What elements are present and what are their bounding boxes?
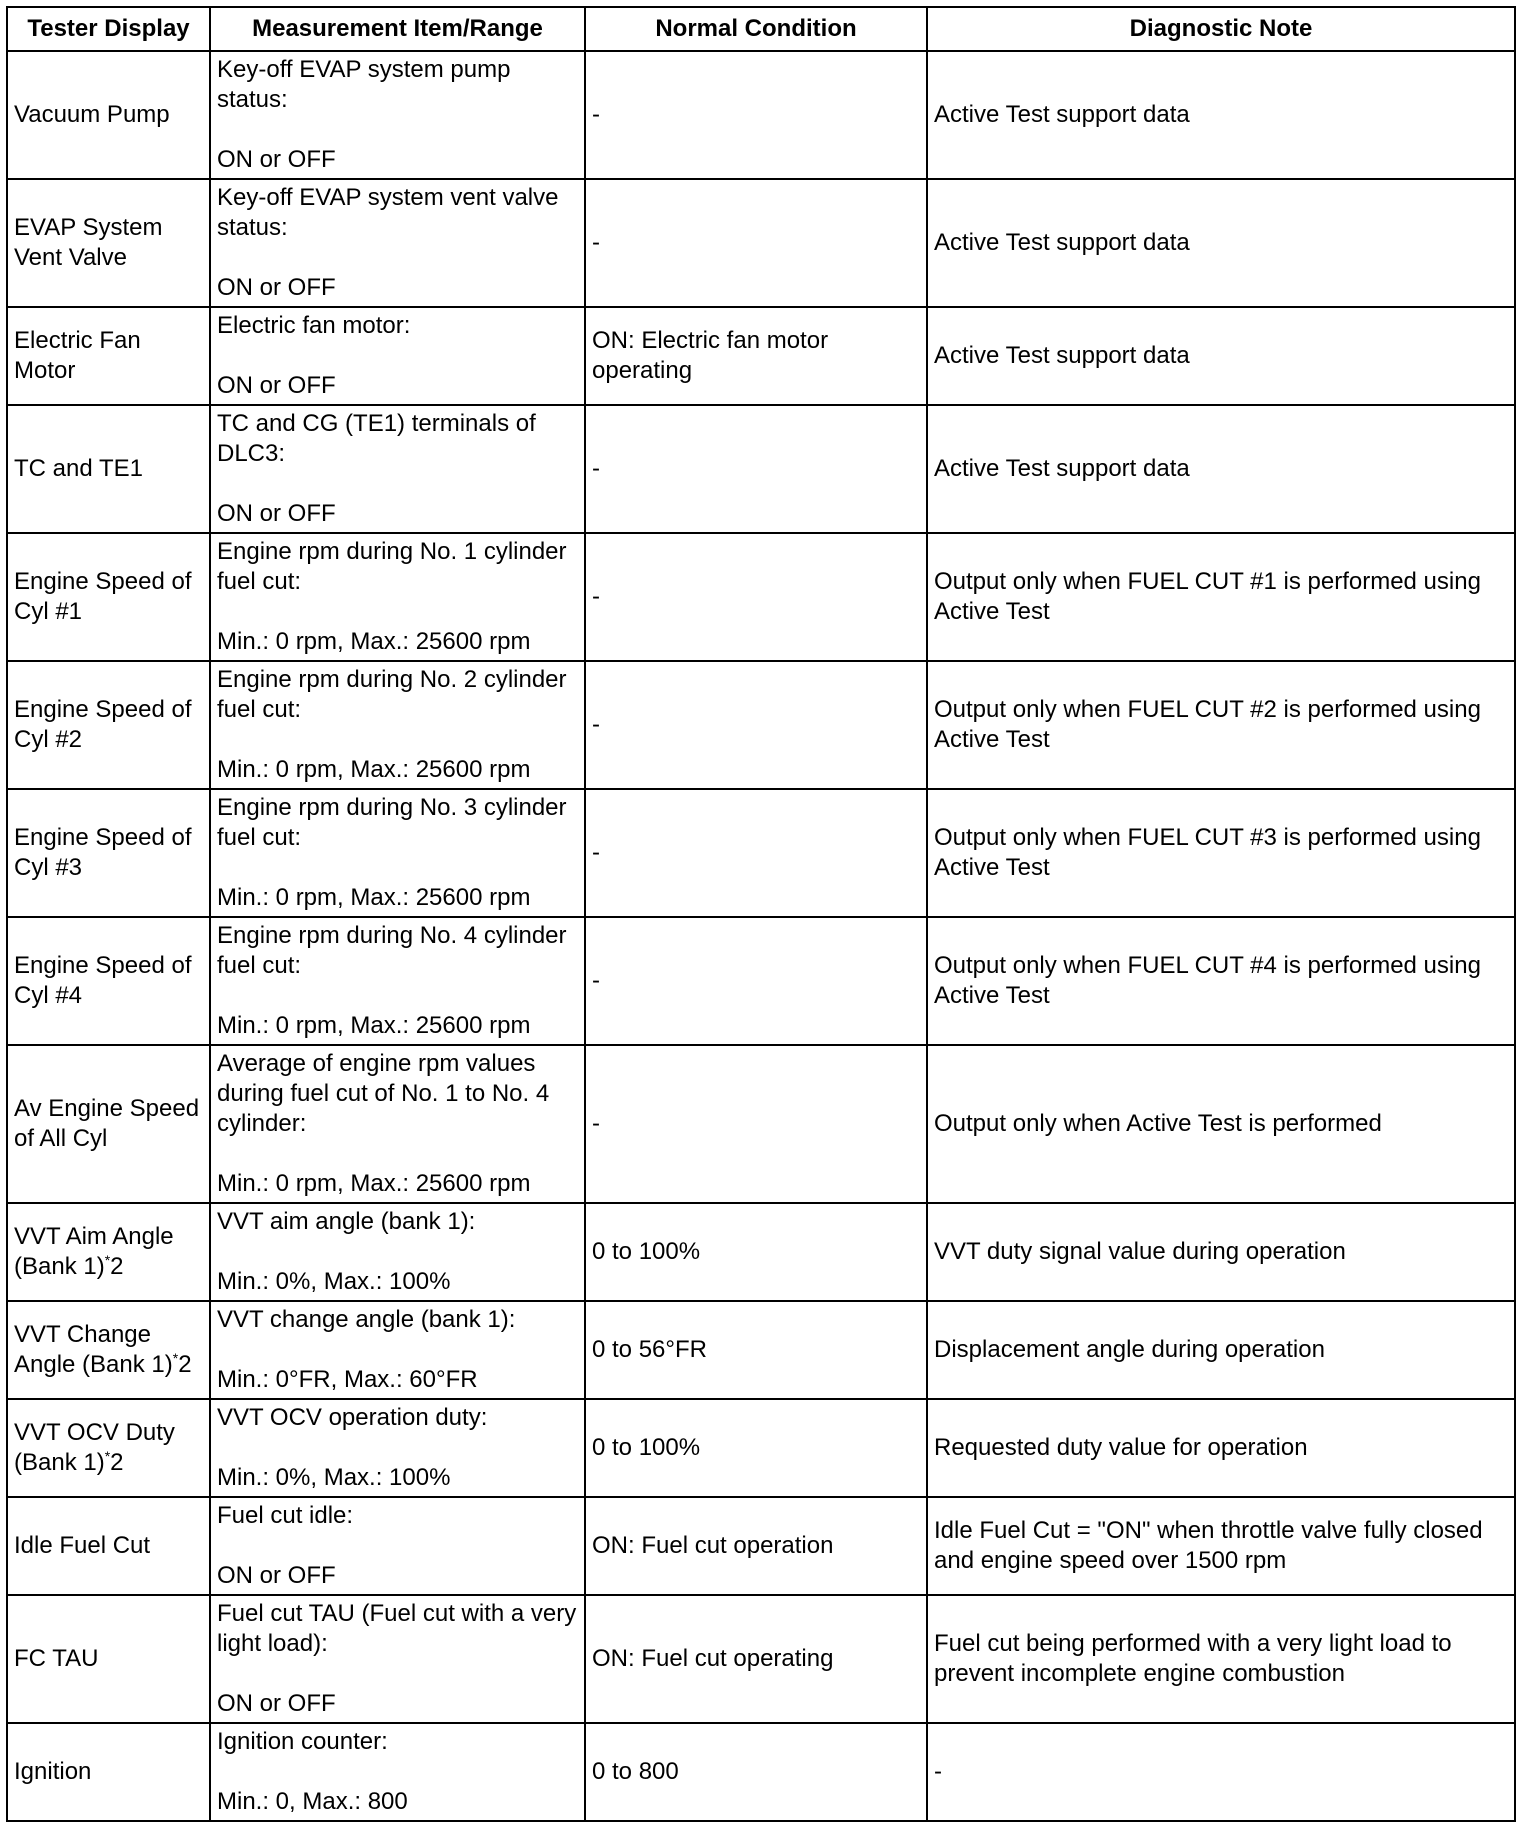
tester-display-text: EVAP System Vent Valve	[14, 214, 163, 271]
cell-normal-condition: ON: Fuel cut operation	[585, 1497, 927, 1595]
cell-normal-condition: ON: Electric fan motor operating	[585, 307, 927, 405]
cell-diagnostic-note: Requested duty value for operation	[927, 1399, 1515, 1497]
measurement-range: ON or OFF	[217, 1562, 336, 1589]
measurement-description: VVT OCV operation duty:	[217, 1404, 488, 1431]
cell-tester-display	[7, 1203, 210, 1301]
cell-diagnostic-note: Output only when FUEL CUT #2 is performed using Active Test	[927, 661, 1515, 789]
cell-diagnostic-note: Output only when FUEL CUT #4 is performed using Active Test	[927, 917, 1515, 1045]
tester-display-text: Engine Speed of Cyl #3	[14, 824, 192, 881]
header-row	[7, 7, 1515, 51]
measurement-range: Min.: 0%, Max.: 100%	[217, 1268, 451, 1295]
header-normal-condition: Normal Condition	[585, 7, 927, 51]
table-row	[7, 661, 1515, 789]
cell-measurement-item	[210, 179, 585, 307]
table-row	[7, 1203, 1515, 1301]
measurement-description: Key-off EVAP system pump status:	[217, 56, 511, 113]
measurement-range: Min.: 0 rpm, Max.: 25600 rpm	[217, 884, 531, 911]
footnote-marker: *	[104, 1448, 111, 1464]
measurement-range: Min.: 0 rpm, Max.: 25600 rpm	[217, 1012, 531, 1039]
cell-diagnostic-note: Active Test support data	[927, 179, 1515, 307]
measurement-description: Fuel cut TAU (Fuel cut with a very light load):	[217, 1600, 577, 1657]
cell-measurement-item	[210, 307, 585, 405]
tester-display-text: Electric Fan Motor	[14, 327, 141, 384]
cell-normal-condition: 0 to 100%	[585, 1399, 927, 1497]
cell-measurement-item	[210, 917, 585, 1045]
cell-normal-condition: 0 to 56°FR	[585, 1301, 927, 1399]
tester-display-text: Vacuum Pump	[14, 101, 170, 128]
cell-measurement-item	[210, 533, 585, 661]
measurement-description: TC and CG (TE1) terminals of DLC3:	[217, 410, 536, 467]
measurement-range: ON or OFF	[217, 146, 336, 173]
table-row	[7, 1045, 1515, 1203]
table-row	[7, 1723, 1515, 1821]
cell-diagnostic-note: -	[927, 1723, 1515, 1821]
cell-measurement-item	[210, 1595, 585, 1723]
cell-diagnostic-note: Fuel cut being performed with a very light load to prevent incomplete engine combustion	[927, 1595, 1515, 1723]
cell-diagnostic-note: Active Test support data	[927, 405, 1515, 533]
cell-normal-condition: -	[585, 405, 927, 533]
measurement-description: Ignition counter:	[217, 1728, 388, 1755]
measurement-range: Min.: 0 rpm, Max.: 25600 rpm	[217, 756, 531, 783]
cell-measurement-item	[210, 789, 585, 917]
footnote-number: 2	[110, 1449, 124, 1476]
footnote-number: 2	[110, 1253, 124, 1280]
cell-tester-display	[7, 789, 210, 917]
measurement-description: Engine rpm during No. 4 cylinder fuel cut:	[217, 922, 567, 979]
measurement-range: Min.: 0 rpm, Max.: 25600 rpm	[217, 1170, 531, 1197]
cell-normal-condition: -	[585, 917, 927, 1045]
footnote-number: 2	[178, 1351, 192, 1378]
measurement-description: Engine rpm during No. 3 cylinder fuel cut:	[217, 794, 567, 851]
cell-diagnostic-note: Active Test support data	[927, 51, 1515, 179]
cell-normal-condition: 0 to 100%	[585, 1203, 927, 1301]
cell-tester-display	[7, 307, 210, 405]
header-diagnostic-note: Diagnostic Note	[927, 7, 1515, 51]
cell-normal-condition: -	[585, 661, 927, 789]
cell-measurement-item	[210, 51, 585, 179]
table-row	[7, 1595, 1515, 1723]
tester-display-text: Engine Speed of Cyl #1	[14, 568, 192, 625]
cell-measurement-item	[210, 405, 585, 533]
measurement-description: Average of engine rpm values during fuel cut of No. 1 to No. 4 cylinder:	[217, 1050, 550, 1137]
measurement-range: Min.: 0 rpm, Max.: 25600 rpm	[217, 628, 531, 655]
tester-display-text: VVT OCV Duty (Bank 1)	[14, 1419, 175, 1476]
cell-measurement-item	[210, 1301, 585, 1399]
cell-diagnostic-note: Displacement angle during operation	[927, 1301, 1515, 1399]
table-row	[7, 405, 1515, 533]
cell-tester-display	[7, 179, 210, 307]
footnote-marker: *	[104, 1252, 111, 1268]
cell-tester-display	[7, 1497, 210, 1595]
cell-tester-display	[7, 533, 210, 661]
tester-display-text: FC TAU	[14, 1645, 99, 1672]
tester-display-text: Idle Fuel Cut	[14, 1532, 151, 1559]
measurement-range: Min.: 0°FR, Max.: 60°FR	[217, 1366, 478, 1393]
measurement-range: ON or OFF	[217, 372, 336, 399]
header-tester-display: Tester Display	[7, 7, 210, 51]
cell-diagnostic-note: Output only when FUEL CUT #3 is performed using Active Test	[927, 789, 1515, 917]
cell-normal-condition: 0 to 800	[585, 1723, 927, 1821]
cell-measurement-item	[210, 1497, 585, 1595]
tester-display-text: TC and TE1	[14, 455, 143, 482]
cell-normal-condition: -	[585, 789, 927, 917]
cell-diagnostic-note: VVT duty signal value during operation	[927, 1203, 1515, 1301]
cell-tester-display	[7, 1595, 210, 1723]
cell-measurement-item	[210, 1045, 585, 1203]
cell-measurement-item	[210, 1399, 585, 1497]
measurement-description: VVT aim angle (bank 1):	[217, 1208, 476, 1235]
measurement-description: Engine rpm during No. 2 cylinder fuel cut:	[217, 666, 567, 723]
measurement-range: Min.: 0%, Max.: 100%	[217, 1464, 451, 1491]
measurement-description: VVT change angle (bank 1):	[217, 1306, 516, 1333]
cell-diagnostic-note: Output only when FUEL CUT #1 is performed using Active Test	[927, 533, 1515, 661]
table-row	[7, 1301, 1515, 1399]
header-measurement-item: Measurement Item/Range	[210, 7, 585, 51]
cell-tester-display	[7, 405, 210, 533]
cell-tester-display	[7, 917, 210, 1045]
cell-tester-display	[7, 1301, 210, 1399]
table-row	[7, 1497, 1515, 1595]
table-row	[7, 51, 1515, 179]
measurement-range: Min.: 0, Max.: 800	[217, 1788, 408, 1815]
cell-measurement-item	[210, 661, 585, 789]
measurement-range: ON or OFF	[217, 1690, 336, 1717]
measurement-range: ON or OFF	[217, 500, 336, 527]
cell-diagnostic-note: Idle Fuel Cut = "ON" when throttle valve fully closed and engine speed over 1500 rpm	[927, 1497, 1515, 1595]
measurement-description: Engine rpm during No. 1 cylinder fuel cut:	[217, 538, 567, 595]
measurement-description: Fuel cut idle:	[217, 1502, 354, 1529]
cell-measurement-item	[210, 1723, 585, 1821]
tester-display-text: VVT Aim Angle (Bank 1)	[14, 1223, 174, 1280]
cell-normal-condition: -	[585, 1045, 927, 1203]
cell-tester-display	[7, 1399, 210, 1497]
footnote-marker: *	[172, 1350, 179, 1366]
tester-display-text: Engine Speed of Cyl #4	[14, 952, 192, 1009]
cell-normal-condition: ON: Fuel cut operating	[585, 1595, 927, 1723]
tester-display-text: Ignition	[14, 1758, 92, 1785]
tester-display-text: Av Engine Speed of All Cyl	[14, 1095, 200, 1152]
measurement-description: Key-off EVAP system vent valve status:	[217, 184, 559, 241]
table-row	[7, 533, 1515, 661]
cell-tester-display	[7, 661, 210, 789]
table-row	[7, 789, 1515, 917]
cell-tester-display	[7, 1723, 210, 1821]
cell-normal-condition: -	[585, 533, 927, 661]
table-row	[7, 179, 1515, 307]
table-row	[7, 917, 1515, 1045]
tester-display-text: VVT Change Angle (Bank 1)	[14, 1321, 173, 1378]
measurement-range: ON or OFF	[217, 274, 336, 301]
cell-tester-display	[7, 1045, 210, 1203]
cell-diagnostic-note: Output only when Active Test is performed	[927, 1045, 1515, 1203]
cell-normal-condition: -	[585, 179, 927, 307]
tester-display-text: Engine Speed of Cyl #2	[14, 696, 192, 753]
cell-normal-condition: -	[585, 51, 927, 179]
table-row	[7, 307, 1515, 405]
cell-diagnostic-note: Active Test support data	[927, 307, 1515, 405]
measurement-description: Electric fan motor:	[217, 312, 411, 339]
table-row	[7, 1399, 1515, 1497]
cell-measurement-item	[210, 1203, 585, 1301]
cell-tester-display	[7, 51, 210, 179]
diagnostic-data-table	[6, 6, 1516, 1822]
